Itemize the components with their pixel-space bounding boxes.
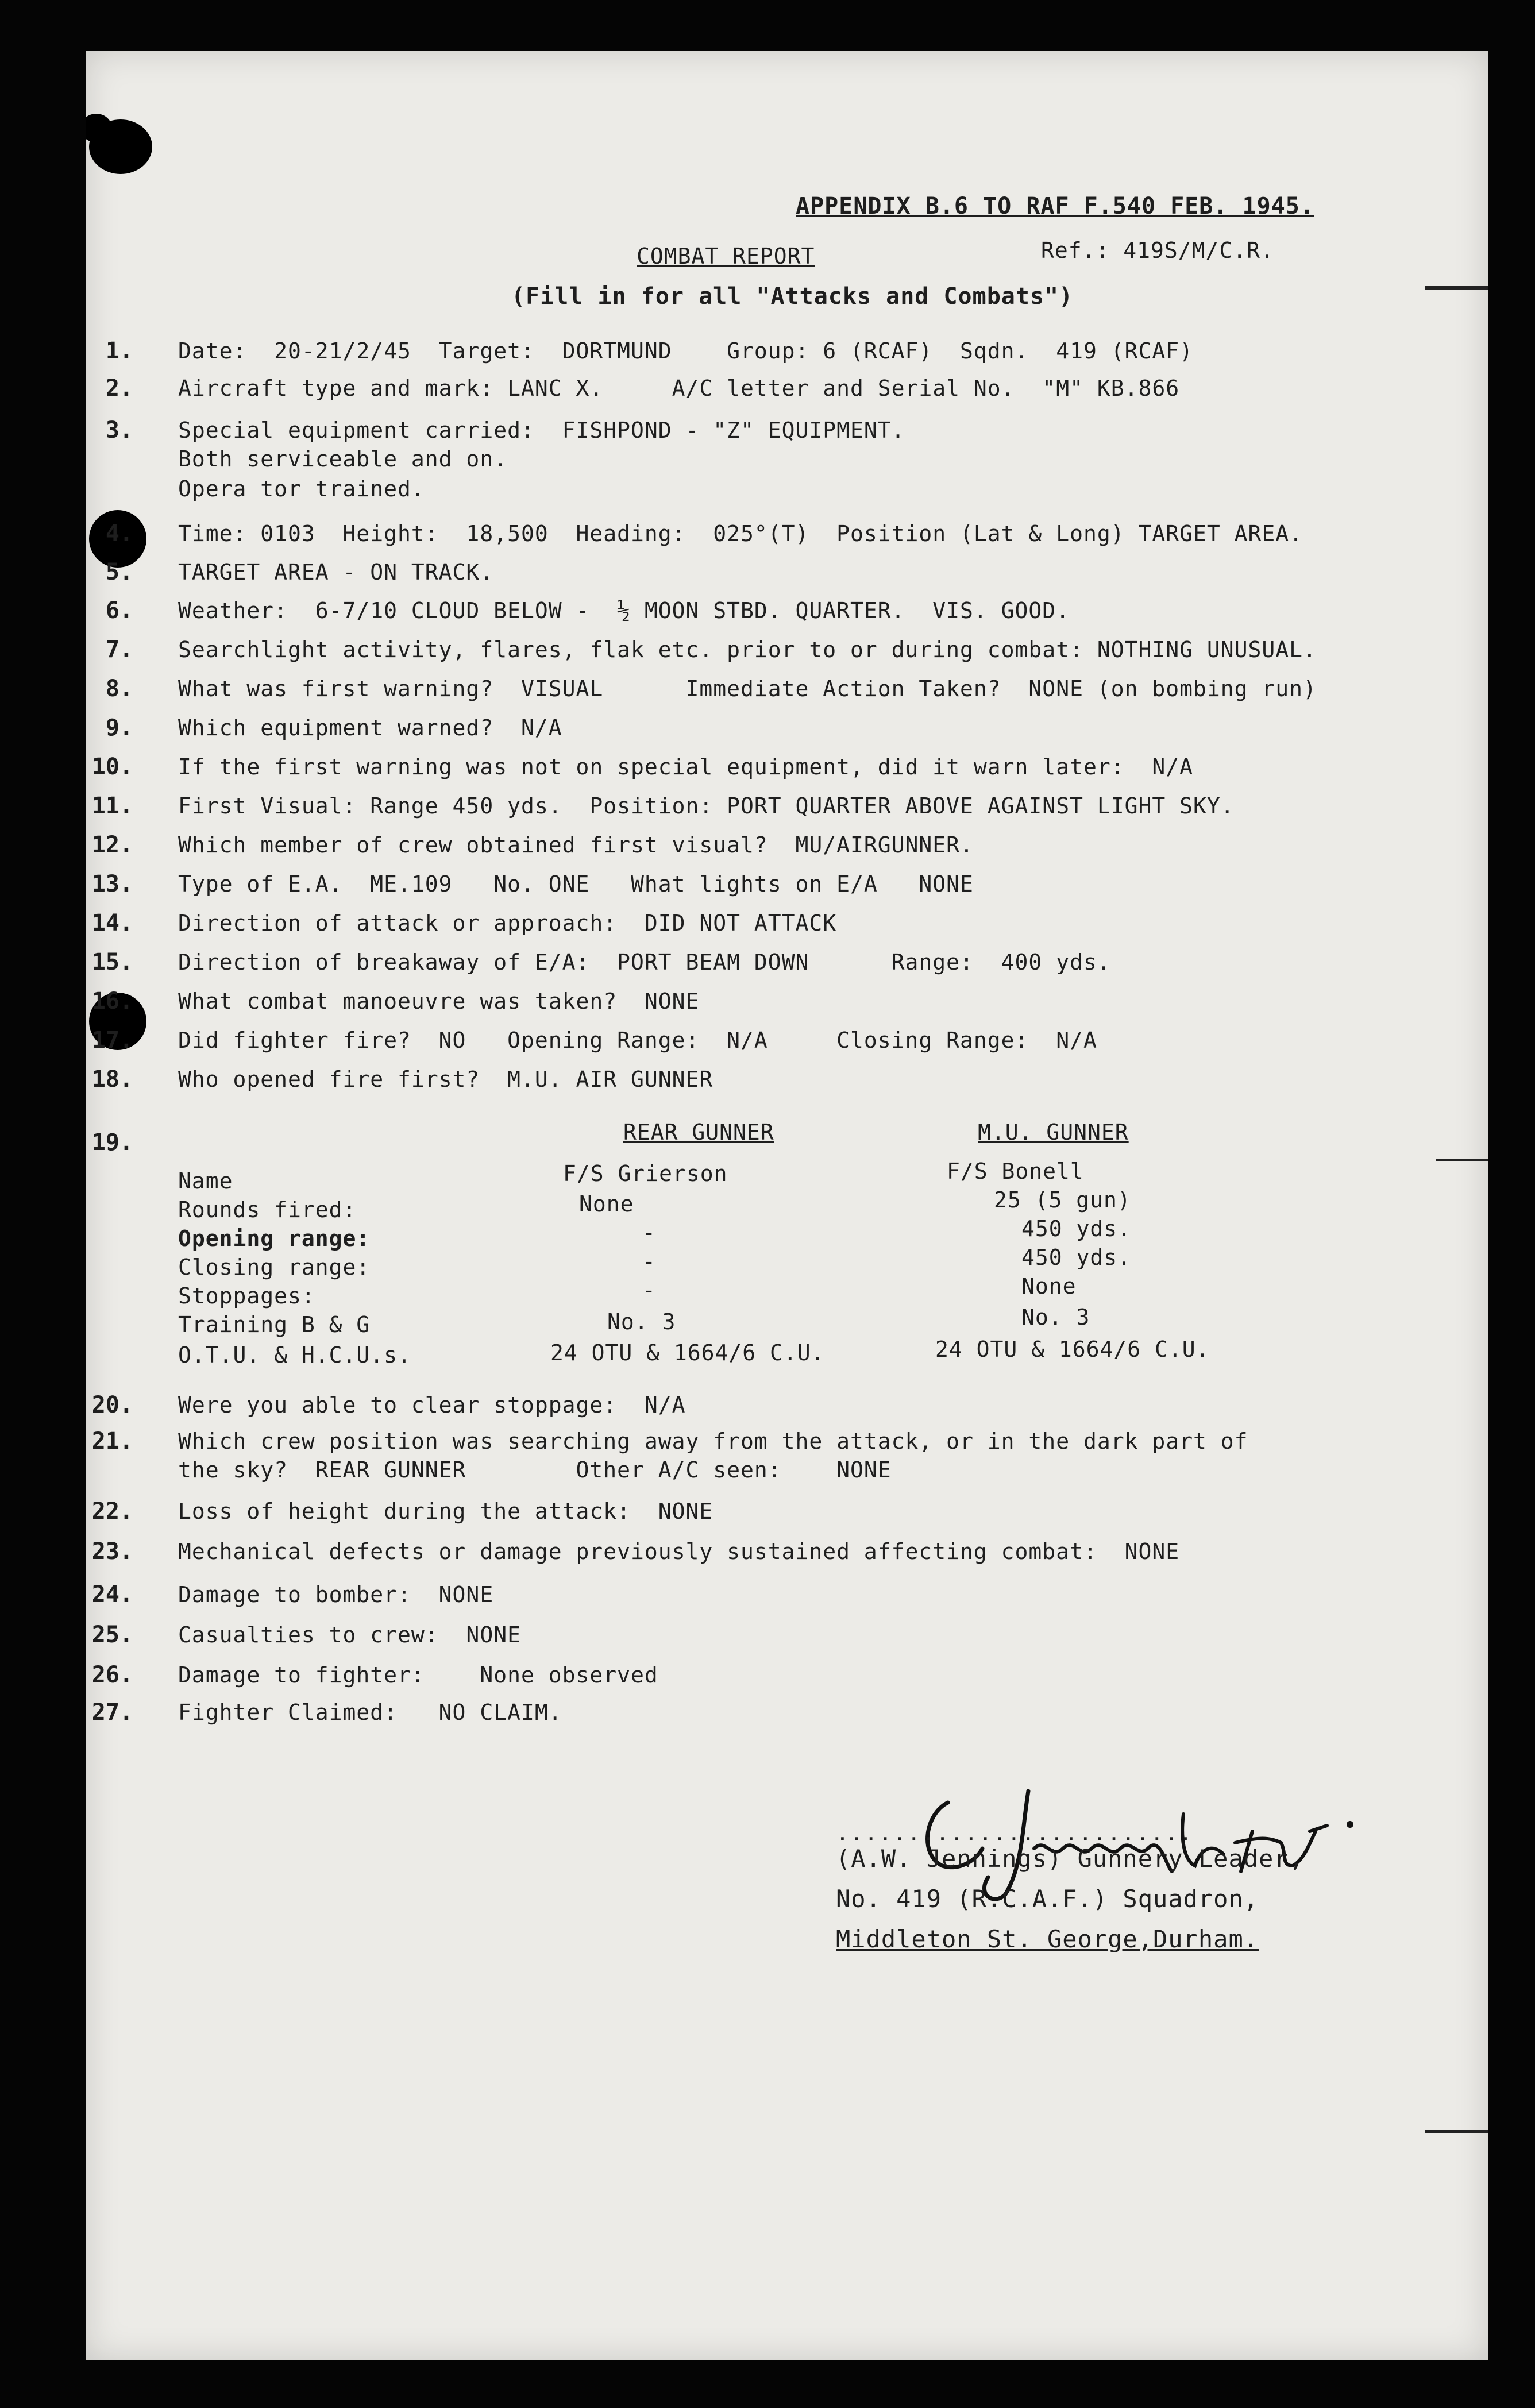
- item-text: Damage to fighter: None observed: [178, 1662, 658, 1688]
- item-number: 10.: [91, 754, 133, 780]
- item-text: Mechanical defects or damage previously sustained affecting combat: NONE: [178, 1539, 1180, 1564]
- item-text: Time: 0103 Height: 18,500 Heading: 025°(T) Position (Lat & Long) TARGET AREA.: [178, 521, 1303, 546]
- mu-gunner-value: F/S Bonell: [947, 1159, 1084, 1184]
- item-number: 15.: [91, 949, 133, 975]
- item-text: Which equipment warned? N/A: [178, 715, 562, 740]
- item-text: Direction of breakaway of E/A: PORT BEAM DOWN Range: 400 yds.: [178, 950, 1111, 975]
- item-number: 26.: [91, 1662, 133, 1688]
- item-number: 23.: [91, 1538, 133, 1565]
- item-text: Date: 20-21/2/45 Target: DORTMUND Group: 6 (RCAF) Sqdn. 419 (RCAF): [178, 338, 1193, 364]
- item-text: Type of E.A. ME.109 No. ONE What lights on E/A NONE: [178, 871, 974, 897]
- item-text-continued: Both serviceable and on.: [178, 446, 508, 472]
- gunner-row-label: Stoppages:: [178, 1283, 315, 1309]
- item-number: 18.: [91, 1066, 133, 1093]
- rear-gunner-value: F/S Grierson: [563, 1161, 728, 1186]
- mu-gunner-value: 24 OTU & 1664/6 C.U.: [935, 1337, 1210, 1362]
- item-text: Which crew position was searching away from the attack, or in the dark part of: [178, 1429, 1248, 1454]
- gunner-row-label: Training B & G: [178, 1312, 371, 1337]
- item-number: 13.: [91, 871, 133, 897]
- item-number: 5.: [105, 559, 133, 585]
- item-text: Damage to bomber: NONE: [178, 1582, 494, 1607]
- signatory-squadron: No. 419 (R.C.A.F.) Squadron,: [836, 1885, 1259, 1913]
- item-text: Weather: 6-7/10 CLOUD BELOW - ½ MOON STBD. QUARTER. VIS. GOOD.: [178, 598, 1070, 623]
- item-number: 24.: [91, 1581, 133, 1608]
- item-number: 14.: [91, 910, 133, 936]
- report-title: COMBAT REPORT: [637, 244, 815, 269]
- mu-gunner-value: 450 yds.: [1021, 1245, 1132, 1270]
- edge-mark-middle: [1436, 1159, 1488, 1161]
- gunner-row-label: Rounds fired:: [178, 1197, 357, 1222]
- rear-gunner-header: REAR GUNNER: [623, 1120, 774, 1145]
- item-number: 17.: [91, 1027, 133, 1054]
- item-text: Did fighter fire? NO Opening Range: N/A Closing Range: N/A: [178, 1028, 1097, 1053]
- rear-gunner-value: -: [642, 1220, 656, 1245]
- item-number: 9.: [105, 715, 133, 741]
- item-text: TARGET AREA - ON TRACK.: [178, 559, 494, 585]
- document-page: [86, 51, 1488, 2360]
- mu-gunner-value: None: [1021, 1274, 1077, 1299]
- item-number: 8.: [105, 676, 133, 702]
- item-text-continued: Opera tor trained.: [178, 476, 425, 501]
- mu-gunner-value: No. 3: [1021, 1305, 1090, 1330]
- item-number: 22.: [91, 1498, 133, 1525]
- gunner-row-label: O.T.U. & H.C.U.s.: [178, 1342, 411, 1368]
- item-text: Fighter Claimed: NO CLAIM.: [178, 1700, 562, 1725]
- item-text: Who opened fire first? M.U. AIR GUNNER: [178, 1067, 713, 1092]
- report-ref: Ref.: 419S/M/C.R.: [1041, 238, 1274, 263]
- report-subtitle: (Fill in for all "Attacks and Combats"): [511, 283, 1074, 310]
- item-text: If the first warning was not on special equipment, did it warn later: N/A: [178, 754, 1193, 779]
- gunner-row-label: Opening range:: [178, 1226, 371, 1251]
- signatory-name: (A.W. Jennings) Gunnery Leader,: [836, 1844, 1304, 1873]
- rear-gunner-value: None: [579, 1191, 634, 1217]
- item-text: What combat manoeuvre was taken? NONE: [178, 989, 700, 1014]
- item-number: 19.: [91, 1129, 133, 1156]
- item-number: 27.: [91, 1699, 133, 1726]
- item-number: 1.: [105, 338, 133, 364]
- item-number: 20.: [91, 1392, 133, 1418]
- mu-gunner-value: 450 yds.: [1021, 1216, 1132, 1241]
- mu-gunner-value: 25 (5 gun): [994, 1187, 1131, 1213]
- item-text: Special equipment carried: FISHPOND - "Z" EQUIPMENT.: [178, 418, 905, 443]
- item-text: What was first warning? VISUAL Immediate Action Taken? NONE (on bombing run): [178, 676, 1317, 701]
- item-number: 3.: [105, 417, 133, 443]
- gunner-row-label: Name: [178, 1168, 233, 1194]
- item-text: Casualties to crew: NONE: [178, 1622, 521, 1647]
- mu-gunner-header: M.U. GUNNER: [978, 1120, 1129, 1145]
- rear-gunner-value: 24 OTU & 1664/6 C.U.: [550, 1340, 825, 1365]
- rear-gunner-value: -: [642, 1249, 656, 1274]
- item-text: Direction of attack or approach: DID NOT ATTACK: [178, 910, 837, 936]
- item-number: 2.: [105, 375, 133, 402]
- item-text: Were you able to clear stoppage: N/A: [178, 1392, 686, 1418]
- signatory-location: Middleton St. George,Durham.: [836, 1925, 1259, 1953]
- rear-gunner-value: -: [642, 1278, 656, 1303]
- item-text: Searchlight activity, flares, flak etc. prior to or during combat: NOTHING UNUSUAL.: [178, 637, 1317, 662]
- item-text: Aircraft type and mark: LANC X. A/C letter and Serial No. "M" KB.866: [178, 376, 1180, 401]
- item-text-continued: the sky? REAR GUNNER Other A/C seen: NONE: [178, 1457, 892, 1483]
- item-number: 6.: [105, 597, 133, 624]
- item-text: First Visual: Range 450 yds. Position: PORT QUARTER ABOVE AGAINST LIGHT SKY.: [178, 793, 1235, 819]
- item-number: 21.: [91, 1428, 133, 1454]
- item-number: 4.: [105, 520, 133, 547]
- item-text: Which member of crew obtained first visual? MU/AIRGUNNER.: [178, 832, 974, 858]
- edge-mark-bottom: [1425, 2130, 1488, 2133]
- item-number: 16.: [91, 988, 133, 1014]
- item-number: 11.: [91, 793, 133, 819]
- item-number: 25.: [91, 1622, 133, 1648]
- appendix-reference: APPENDIX B.6 TO RAF F.540 FEB. 1945.: [796, 193, 1314, 219]
- item-number: 12.: [91, 832, 133, 858]
- item-text: Loss of height during the attack: NONE: [178, 1499, 713, 1524]
- item-number: 7.: [105, 636, 133, 663]
- edge-mark-top: [1425, 286, 1488, 290]
- rear-gunner-value: No. 3: [607, 1309, 676, 1334]
- gunner-row-label: Closing range:: [178, 1255, 371, 1280]
- signature-dotted-line: .........................: [836, 1820, 1193, 1846]
